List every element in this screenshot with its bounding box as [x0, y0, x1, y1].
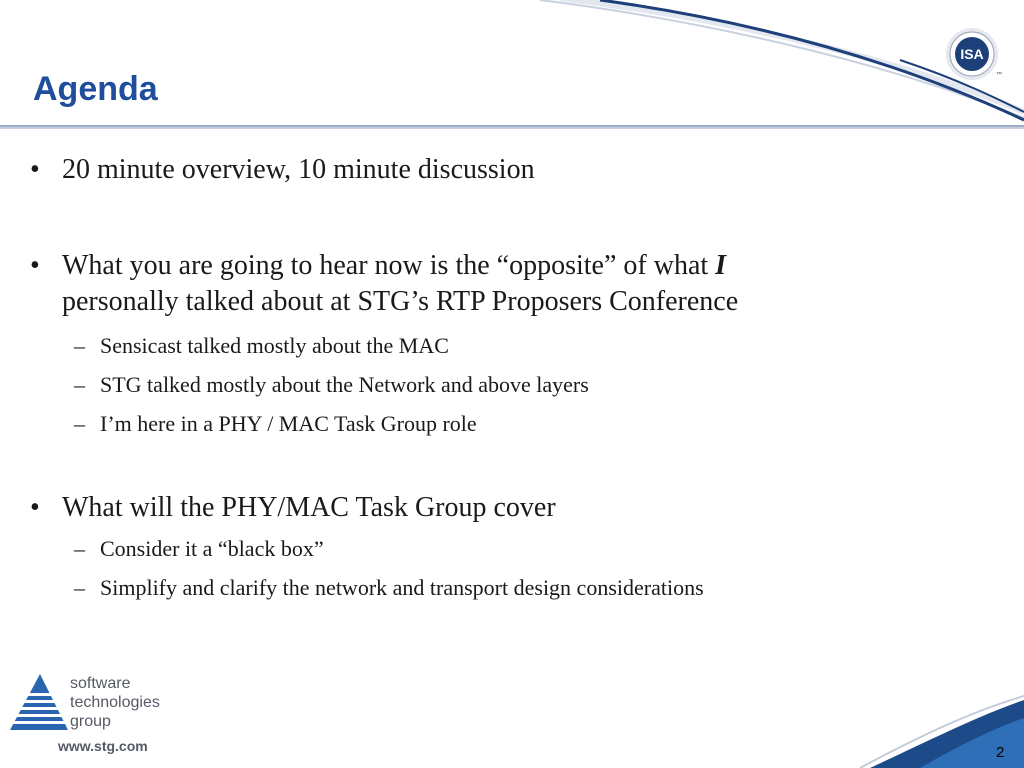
bullet-item — [30, 248, 970, 320]
sub-bullet-marker: – — [74, 575, 85, 600]
bullet-text: What will the PHY/MAC Task Group cover — [62, 492, 556, 523]
sub-bullet-text: Sensicast talked mostly about the MAC — [100, 333, 449, 358]
sub-bullet-marker: – — [74, 536, 85, 561]
stg-logo — [8, 672, 208, 732]
footer-url: www.stg.com — [58, 738, 148, 754]
bullet-marker: • — [30, 154, 40, 185]
sub-bullet-text: Consider it a “black box” — [100, 536, 324, 561]
sub-bullet-marker: – — [74, 372, 85, 397]
bullet-text-part: What you are going to hear now is the “opposite” of what — [62, 250, 716, 281]
bullet-text-part: personally talked about at STG’s RTP Proposers Conference — [62, 286, 739, 317]
svg-text:group: group — [70, 713, 111, 730]
sub-bullet-text: Simplify and clarify the network and transport design considerations — [100, 575, 704, 600]
bullet-text: 20 minute overview, 10 minute discussion — [62, 154, 535, 185]
bullet-marker: • — [30, 250, 40, 281]
slide-title: Agenda — [33, 70, 158, 108]
sub-bullet-text: I’m here in a PHY / MAC Task Group role — [100, 411, 477, 436]
bullet-emphasis: I — [715, 250, 727, 281]
svg-text:technologies: technologies — [70, 694, 160, 711]
page-number: 2 — [996, 744, 1005, 761]
bullet-text — [62, 248, 962, 320]
sub-bullet-text: STG talked mostly about the Network and above layers — [100, 372, 589, 397]
bullet-marker: • — [30, 492, 40, 523]
sub-bullet-marker: – — [74, 333, 85, 358]
svg-text:software: software — [70, 675, 131, 692]
sub-bullet-marker: – — [74, 411, 85, 436]
svg-text:™: ™ — [996, 72, 1002, 78]
svg-text:ISA: ISA — [960, 46, 984, 62]
